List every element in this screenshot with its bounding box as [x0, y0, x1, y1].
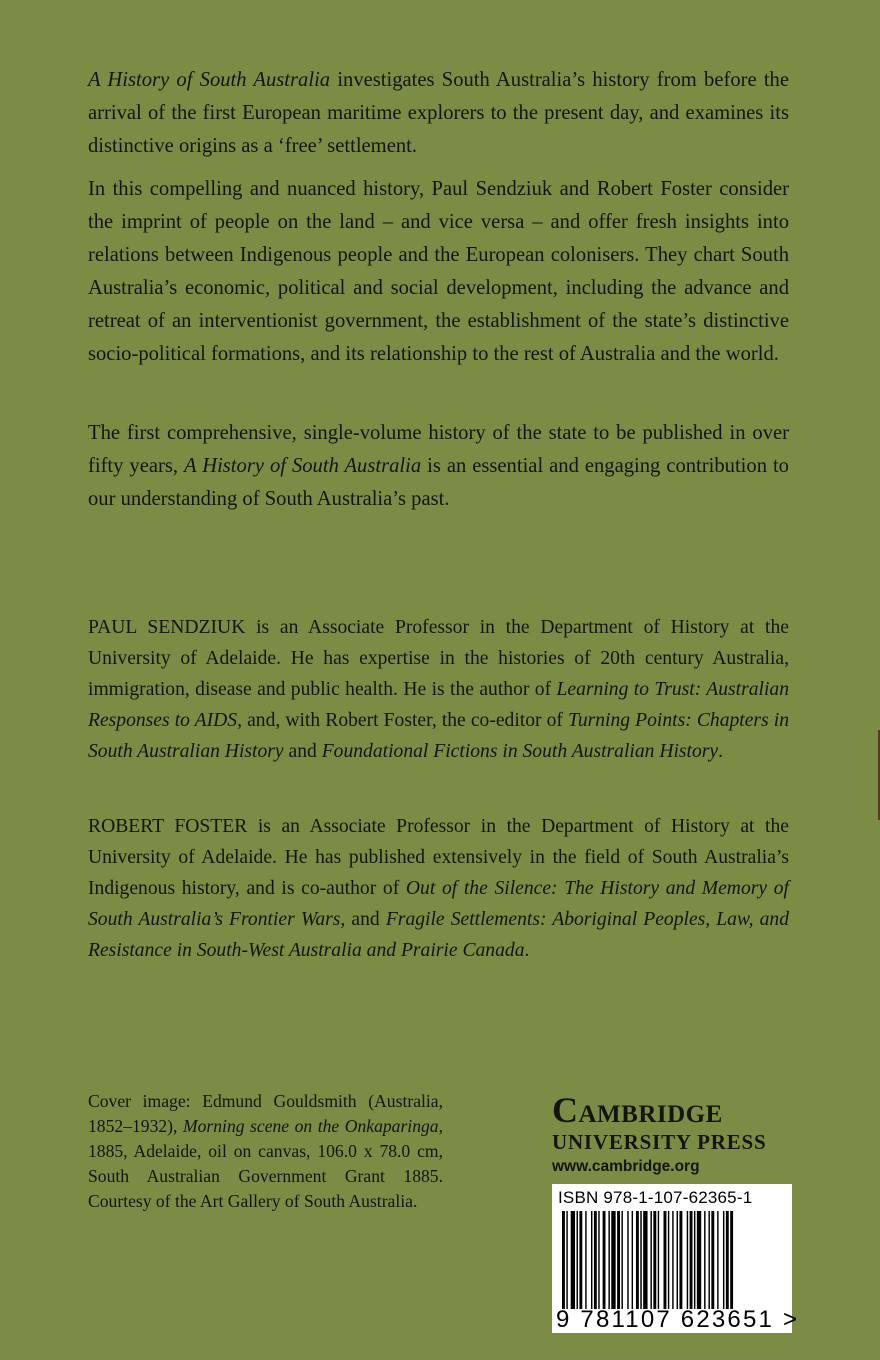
publisher-url: www.cambridge.org [552, 1158, 700, 1175]
book-title: Out of the Silence: The History and Memory of South Australia’s Frontier Wars [88, 878, 789, 930]
barcode-bar [621, 1211, 622, 1309]
barcode-bar [650, 1211, 651, 1309]
barcode-bar [658, 1211, 659, 1309]
barcode-bar [643, 1211, 647, 1309]
barcode-bar [591, 1211, 592, 1309]
description-paragraph-3 [88, 417, 789, 516]
description-paragraph-1 [88, 64, 789, 163]
barcode-bar [672, 1211, 673, 1309]
barcode-bar [730, 1211, 733, 1309]
barcode-bar [711, 1211, 714, 1309]
isbn-label: ISBN 978-1-107-62365-1 [558, 1188, 753, 1207]
isbn-barcode [552, 1184, 800, 1333]
cover-image-credit [88, 1089, 443, 1214]
barcode-bar [585, 1211, 586, 1309]
bio-text: . [524, 940, 530, 961]
book-title: A History of South Australia [88, 69, 331, 91]
book-title: Turning Points: Chapters in South Australian History [88, 710, 789, 762]
barcode-bar [704, 1211, 705, 1309]
barcode-bar [562, 1211, 565, 1309]
barcode-bar [627, 1211, 628, 1309]
barcode-bar [566, 1211, 567, 1309]
barcode-bar [608, 1211, 609, 1309]
barcode-bar [611, 1211, 615, 1309]
credit-text: Cover image: Edmund Gouldsmith (Australia, 1852–1932), [88, 1091, 443, 1136]
barcode-bar [617, 1211, 620, 1309]
description-text: investigates South Australia’s history from before the arrival of the first European maritime explorers to the present day, and examines its distinctive origins as a ‘free’ settlement. [88, 69, 789, 157]
bio-text: ROBERT FOSTER is an Associate Professor in the Department of History at the University of Adelaide. He has published extensively in the field of South Australia’s Indigenous history, and is co-author of [88, 816, 789, 899]
barcode-bars [562, 1211, 782, 1309]
barcode-bar [679, 1211, 682, 1309]
book-title: Foundational Fictions in South Australian History [321, 741, 719, 762]
barcode-bar [668, 1211, 669, 1309]
barcode-bar [697, 1211, 701, 1309]
barcode-bar [677, 1211, 678, 1309]
book-title: Fragile Settlements: Aboriginal Peoples, Law, and Resistance in South-West Australia and Prairie Canada [88, 909, 789, 961]
publisher-subtitle: UNIVERSITY PRESS [552, 1130, 767, 1154]
barcode-bar [598, 1211, 599, 1309]
credit-text: , 1885, Adelaide, oil on canvas, 106.0 x 78.0 cm, South Australian Government Grant 1885. Courtesy of the Art Gallery of South Australia. [88, 1116, 443, 1211]
barcode-bar [690, 1211, 693, 1309]
barcode-bar [640, 1211, 641, 1309]
publisher-name: Cambridge [552, 1090, 723, 1130]
description-text: The first comprehensive, single-volume history of the state to be published in over fifty years, [88, 422, 789, 477]
author-bio-sendziuk [88, 612, 789, 767]
barcode-bar [723, 1211, 724, 1309]
barcode-bar [636, 1211, 639, 1309]
barcode-bar [726, 1211, 729, 1309]
bio-text: , and, with Robert Foster, the co-editor of [237, 710, 569, 731]
barcode-bar [694, 1211, 695, 1309]
book-title: Learning to Trust: Australian Responses to AIDS [88, 679, 789, 731]
barcode-bar [603, 1211, 606, 1309]
barcode-bar [687, 1211, 688, 1309]
description-paragraph-2: In this compelling and nuanced history, Paul Sendziuk and Robert Foster consider the imprint of people on the land – and vice versa – and offer fresh insights into relations between Indigenous people and the European colonisers. They chart South Australia’s economic, political and social development, including the advance and retreat of an interventionist government, the establishment of the state’s distinctive socio-political formations, and its relationship to the rest of Australia and the world. [88, 178, 789, 365]
bio-text: . [718, 741, 724, 762]
barcode-digits: 9 781107 623651 > [556, 1306, 800, 1333]
barcode-bar [664, 1211, 667, 1309]
book-title: A History of South Australia [184, 455, 422, 477]
barcode-bar [653, 1211, 656, 1309]
barcode-bar [571, 1211, 575, 1309]
bio-text: PAUL SENDZIUK is an Associate Professor in the Department of History at the University of Adelaide. He has expertise in the histories of 20th century Australia, immigration, disease and public health. He is the author of [88, 617, 789, 700]
author-bio-foster [88, 811, 789, 966]
bio-text: and [283, 741, 322, 762]
barcode-bar [577, 1211, 578, 1309]
barcode-bar [632, 1211, 633, 1309]
publisher-logo [552, 1092, 792, 1176]
barcode-bar [717, 1211, 718, 1309]
description-text: is an essential and engaging contribution to our understanding of South Australia’s past. [88, 455, 789, 510]
bio-text: , and [340, 909, 386, 930]
barcode-bar [708, 1211, 709, 1309]
artwork-title: Morning scene on the Onkaparinga [182, 1116, 439, 1136]
barcode-bar [594, 1211, 597, 1309]
barcode-bar [579, 1211, 582, 1309]
